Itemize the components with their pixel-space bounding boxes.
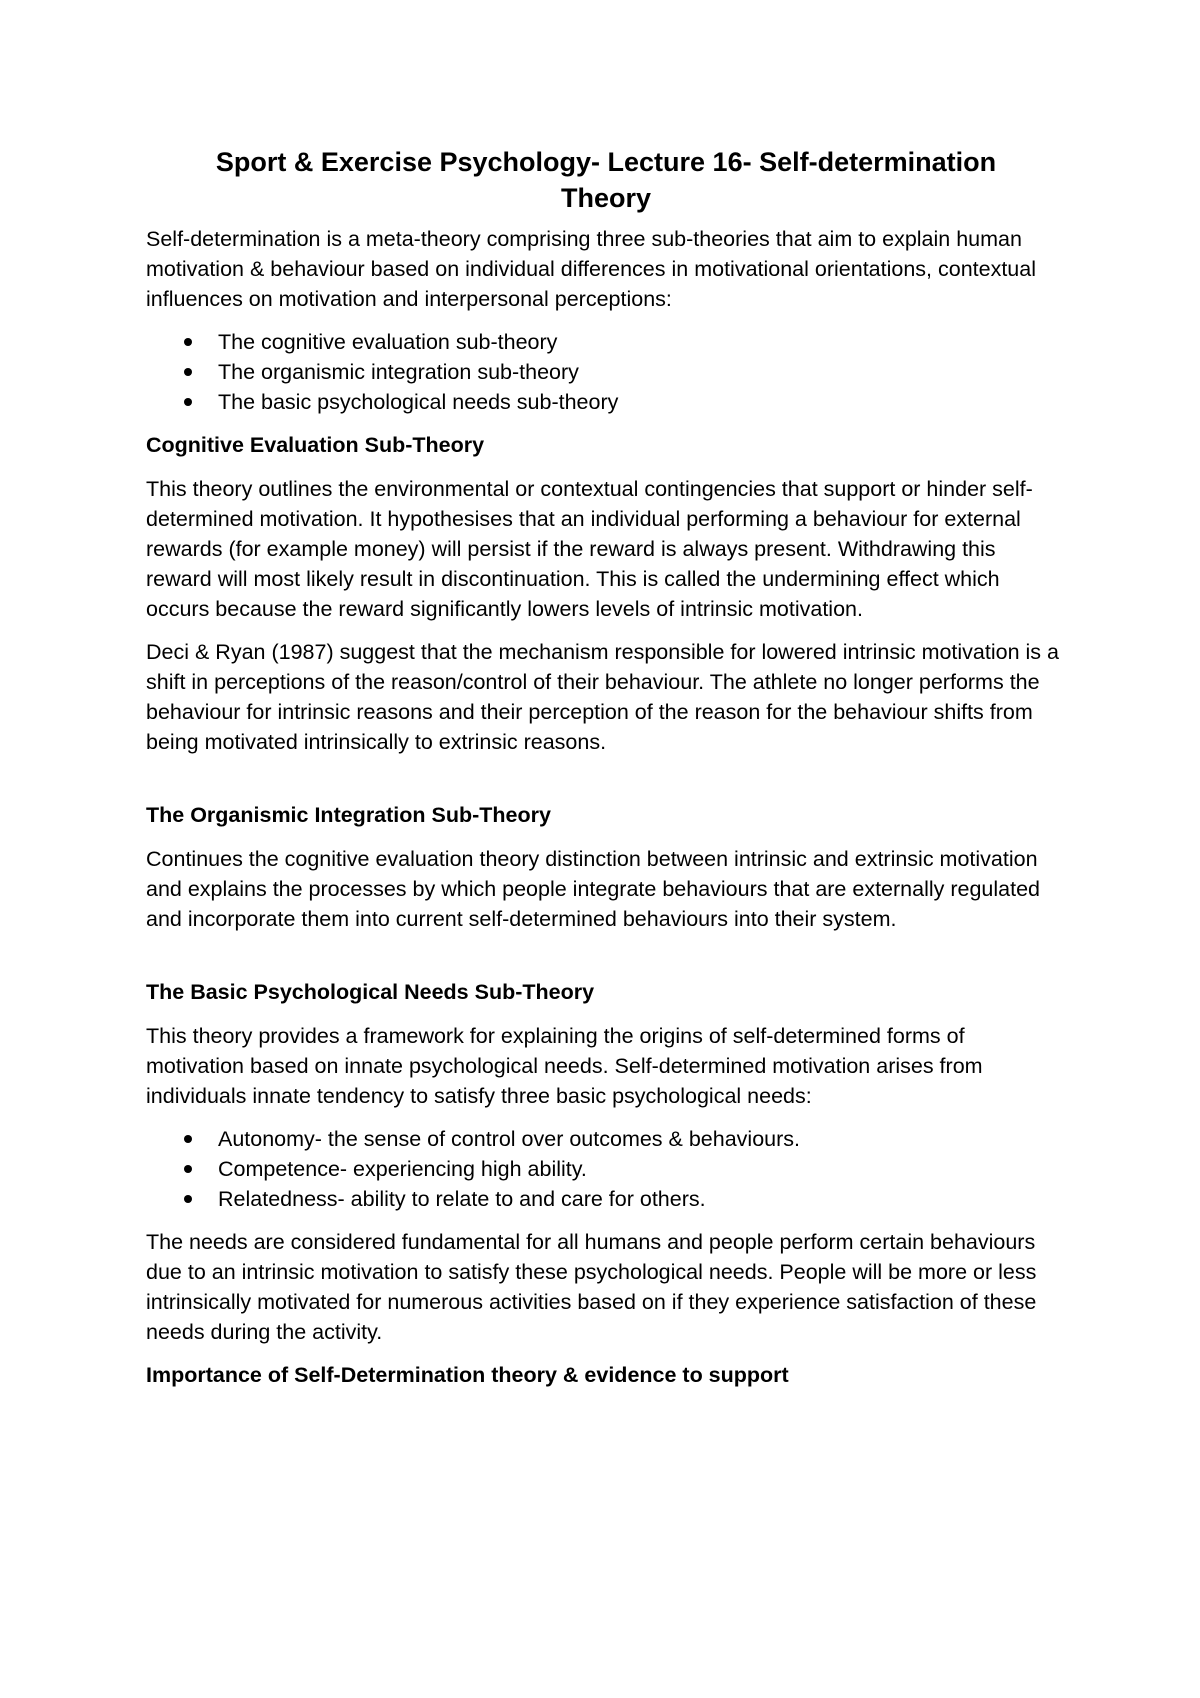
list-item-text: Competence- experiencing high ability. <box>218 1157 587 1181</box>
bullet-icon <box>184 1195 192 1203</box>
list-item <box>146 327 1066 357</box>
organismic-paragraph: Continues the cognitive evaluation theory distinction between intrinsic and extrinsic motivation and explains the processes by which people integrate behaviours that are externally regulated and incorporate them into current self-determined behaviours into their system. <box>146 847 1041 931</box>
importance-heading: Importance of Self-Determination theory & evidence to support <box>146 1363 789 1387</box>
bullet-icon <box>184 368 192 376</box>
list-item <box>146 387 1066 417</box>
basic-needs-paragraph: This theory provides a framework for explaining the origins of self-determined forms of motivation based on innate psychological needs. Self-determined motivation arises from individuals innate tendency to satisfy three basic psychological needs: <box>146 1024 983 1108</box>
list-item <box>146 1184 1066 1214</box>
psychological-needs-list <box>146 1124 1066 1214</box>
bullet-icon <box>184 1165 192 1173</box>
title-line-1: Sport & Exercise Psychology- Lecture 16- Self-determination <box>215 147 997 177</box>
list-item <box>146 1124 1066 1154</box>
document-page <box>146 144 1066 1404</box>
bullet-icon <box>184 338 192 346</box>
list-item <box>146 1154 1066 1184</box>
list-item-text: The cognitive evaluation sub-theory <box>218 330 558 354</box>
cognitive-evaluation-heading: Cognitive Evaluation Sub-Theory <box>146 433 485 457</box>
sub-theories-list <box>146 327 1066 417</box>
organismic-integration-heading: The Organismic Integration Sub-Theory <box>146 803 551 827</box>
list-item-text: The basic psychological needs sub-theory <box>218 390 619 414</box>
document-title <box>146 144 1066 216</box>
list-item-text: Autonomy- the sense of control over outcomes & behaviours. <box>218 1127 801 1151</box>
list-item-text: Relatedness- ability to relate to and care for others. <box>218 1187 706 1211</box>
list-item-text: The organismic integration sub-theory <box>218 360 579 384</box>
cognitive-paragraph-1: This theory outlines the environmental or contextual contingencies that support or hinder self-determined motivation. It hypothesises that an individual performing a behaviour for external rewards (for example money) will persist if the reward is always present. Withdrawing this reward will most likely result in discontinuation. This is called the undermining effect which occurs because the reward significantly lowers levels of intrinsic motivation. <box>146 477 1033 621</box>
basic-needs-heading: The Basic Psychological Needs Sub-Theory <box>146 980 595 1004</box>
bullet-icon <box>184 398 192 406</box>
title-line-2: Theory <box>560 183 652 213</box>
cognitive-paragraph-2: Deci & Ryan (1987) suggest that the mechanism responsible for lowered intrinsic motivation is a shift in perceptions of the reason/control of their behaviour. The athlete no longer performs the behaviour for intrinsic reasons and their perception of the reason for the behaviour shifts from being motivated intrinsically to extrinsic reasons. <box>146 640 1059 754</box>
basic-needs-closing-paragraph: The needs are considered fundamental for all humans and people perform certain behaviours due to an intrinsic motivation to satisfy these psychological needs. People will be more or less intrinsically motivated for numerous activities based on if they experience satisfaction of these needs during the activity. <box>146 1230 1037 1344</box>
bullet-icon <box>184 1135 192 1143</box>
intro-paragraph: Self-determination is a meta-theory comprising three sub-theories that aim to explain human motivation & behaviour based on individual differences in motivational orientations, contextual influences on motivation and interpersonal perceptions: <box>146 227 1037 311</box>
list-item <box>146 357 1066 387</box>
